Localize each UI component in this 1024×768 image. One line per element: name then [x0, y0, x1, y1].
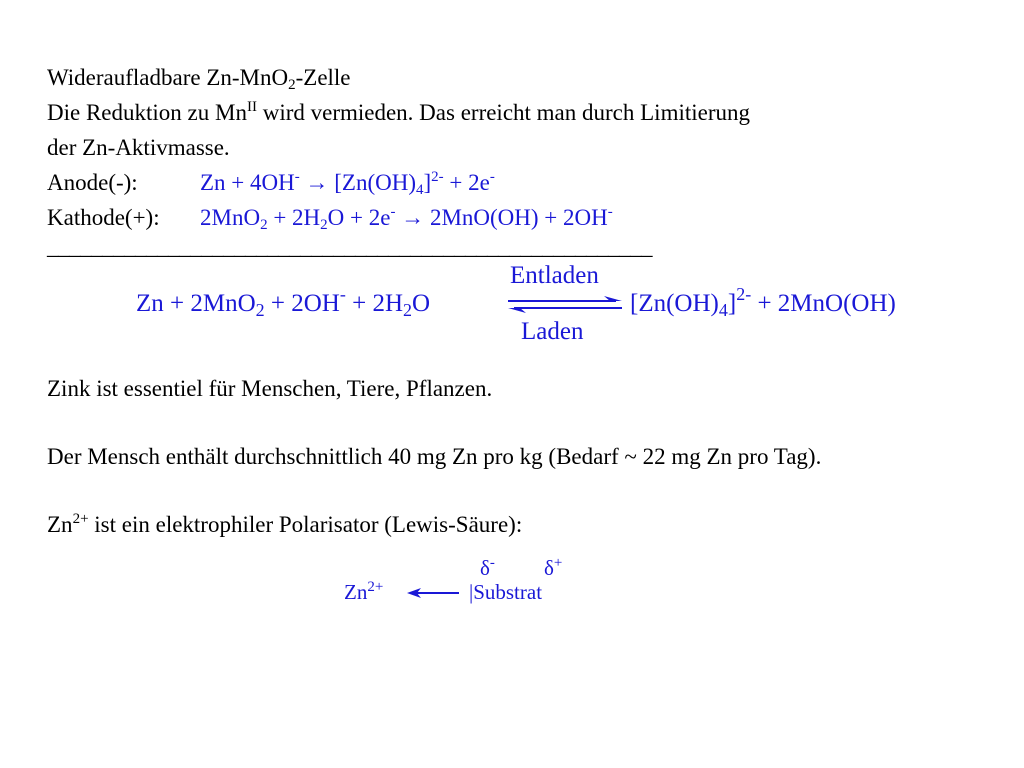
- discharge-label: Entladen: [510, 262, 599, 289]
- overall-part: + 2OH: [264, 290, 340, 317]
- title-text: Wideraufladbare Zn-MnO: [47, 65, 289, 90]
- overall-sup: 2-: [736, 284, 752, 304]
- anode-label: Anode(-):: [47, 170, 138, 195]
- lewis-acid-statement: [47, 511, 522, 539]
- zinc-statement: Zink ist essentiel für Menschen, Tiere, Pflanzen.: [47, 376, 493, 401]
- anode-eq-sup: -: [489, 169, 495, 185]
- cathode-eq-part: + 2H: [267, 205, 321, 230]
- cathode-eq-sup: -: [607, 204, 613, 220]
- zinc-ion-charge: 2+: [367, 579, 384, 595]
- cathode-label: Kathode(+):: [47, 205, 160, 230]
- cathode-eq-sub: 2: [260, 217, 268, 233]
- anode-eq-part: → [Zn(OH): [299, 170, 416, 195]
- overall-part: + 2H: [345, 290, 404, 317]
- anode-equation: [200, 169, 495, 198]
- overall-reaction-products: [630, 284, 896, 320]
- left-arrow-icon: [405, 586, 461, 600]
- human-zinc-statement: Der Mensch enthält durchschnittlich 40 mg Zn pro kg (Bedarf ~ 22 mg Zn pro Tag).: [47, 444, 822, 469]
- anode-eq-part: + 2e: [443, 170, 490, 195]
- overall-part: + 2MnO(OH): [751, 290, 896, 317]
- cathode-eq-sub: 2: [320, 217, 328, 233]
- cathode-eq-part: → 2MnO(OH) + 2OH: [395, 205, 608, 230]
- overall-sup: -: [339, 284, 346, 304]
- cathode-equation: [200, 204, 613, 233]
- anode-eq-part: Zn + 4OH: [200, 170, 295, 195]
- lewis-text: Zn: [47, 512, 73, 537]
- charge-label: Laden: [521, 318, 584, 345]
- anode-equation-line: [47, 169, 495, 197]
- anode-eq-sub: 4: [416, 182, 424, 198]
- delta-minus-label: [480, 556, 495, 581]
- reduction-note-line-2: der Zn-Aktivmasse.: [47, 135, 230, 160]
- cell-title: [47, 64, 351, 92]
- equilibrium-arrows-icon: [506, 294, 624, 316]
- anode-eq-sup: 2-: [431, 169, 444, 185]
- overall-part: [Zn(OH): [630, 290, 719, 317]
- delta-symbol: δ: [480, 556, 490, 580]
- separator-line: _______________________________________________________: [47, 234, 652, 259]
- lewis-sup: 2+: [72, 511, 89, 527]
- substrate-label: |Substrat: [469, 580, 543, 604]
- reduction-text-cont: wird vermieden. Das erreicht man durch Limitierung: [256, 100, 751, 125]
- anode-eq-sup: -: [294, 169, 300, 185]
- delta-sign: +: [553, 555, 563, 571]
- overall-part: O: [412, 290, 431, 317]
- delta-plus-label: [544, 556, 562, 581]
- delta-sign: -: [489, 555, 495, 571]
- zinc-ion: [344, 580, 383, 605]
- title-suffix: -Zelle: [295, 65, 351, 90]
- cathode-equation-line: [47, 204, 613, 232]
- cathode-eq-sup: -: [390, 204, 396, 220]
- zinc-ion-symbol: Zn: [344, 580, 368, 604]
- overall-sub: 2: [403, 300, 413, 320]
- cathode-eq-part: 2MnO: [200, 205, 261, 230]
- title-subscript: 2: [288, 77, 296, 93]
- anode-eq-part: ]: [423, 170, 432, 195]
- lewis-text-cont: ist ein elektrophiler Polarisator (Lewis-Säure):: [88, 512, 523, 537]
- overall-part: ]: [727, 290, 737, 317]
- overall-reaction-reactants: [136, 284, 431, 320]
- reduction-text: Die Reduktion zu Mn: [47, 100, 247, 125]
- reduction-note-line-1: [47, 99, 750, 127]
- delta-symbol: δ: [544, 556, 554, 580]
- overall-sub: 2: [255, 300, 265, 320]
- overall-part: Zn + 2MnO: [136, 290, 256, 317]
- overall-sub: 4: [718, 300, 728, 320]
- reduction-oxidation-state: II: [246, 99, 257, 115]
- cathode-eq-part: O + 2e: [327, 205, 391, 230]
